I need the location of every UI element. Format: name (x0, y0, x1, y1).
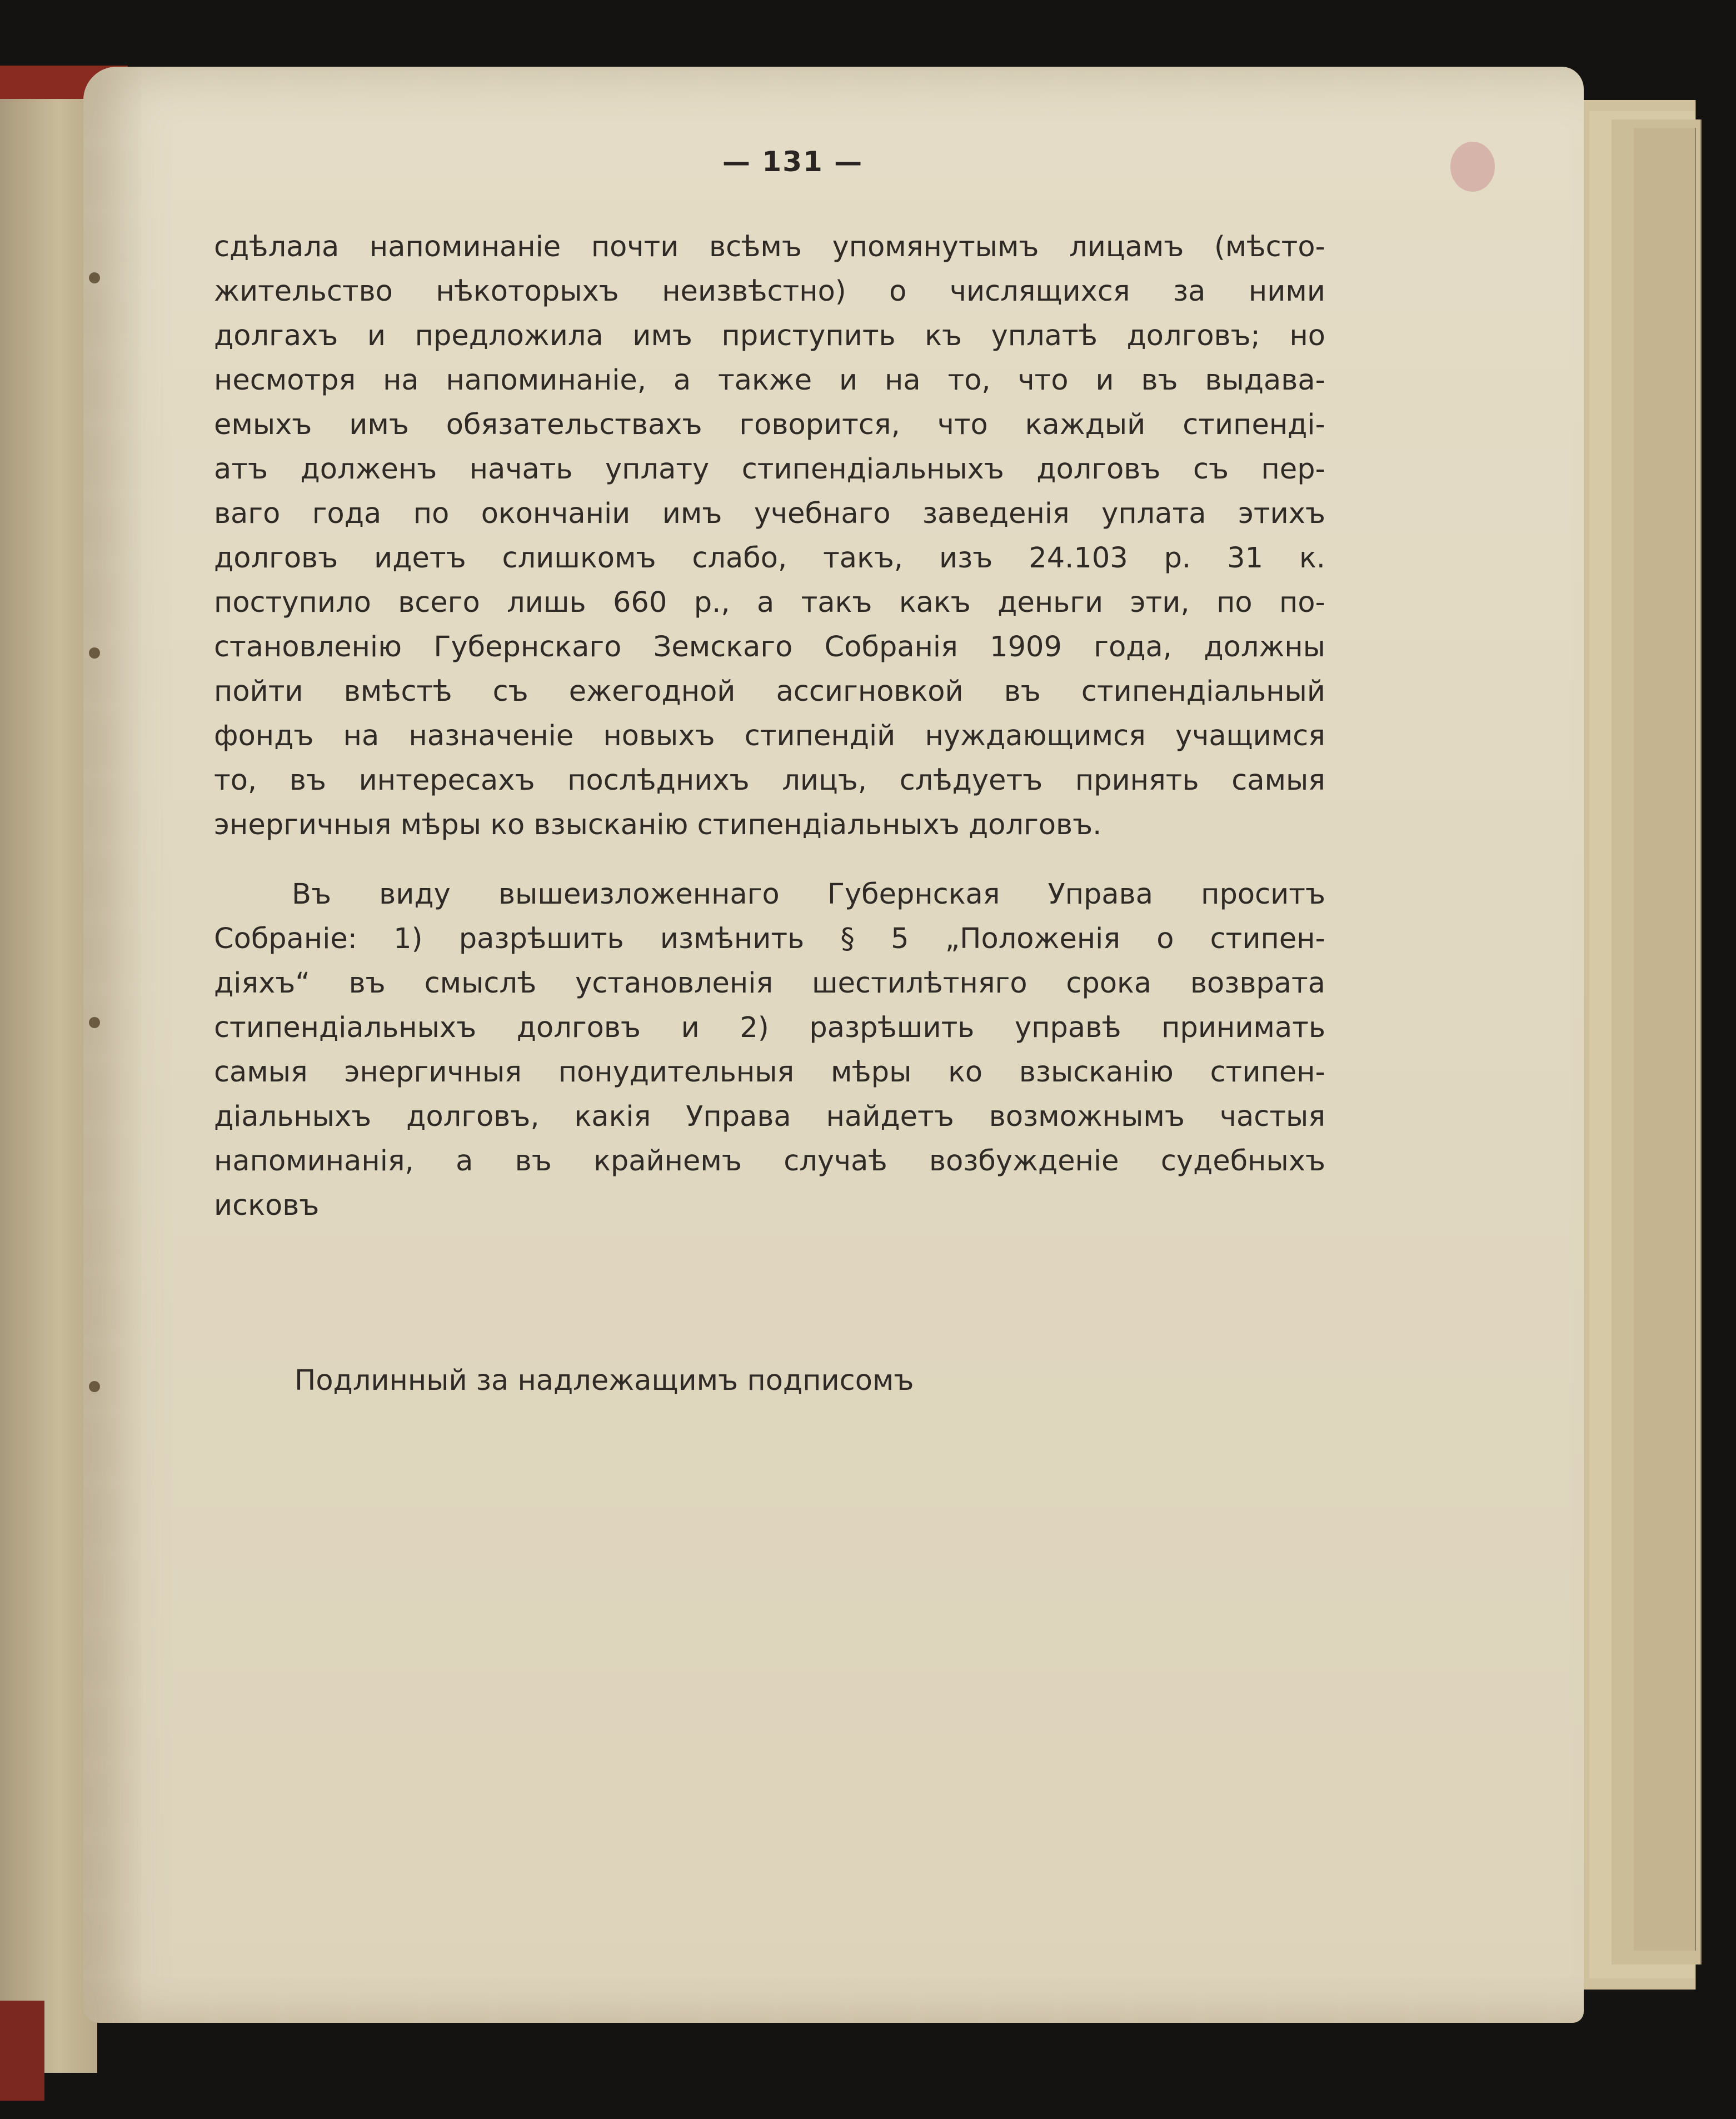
text-line: становленiю Губернскаго Земскаго Собранiя 1909 года, должны (214, 631, 1325, 664)
text-line: поступило всего лишь 660 р., а такъ какъ деньги эти, по по- (214, 586, 1325, 619)
text-line: Собранiе: 1) разрѣшить измѣнить § 5 „Положенiя о стипен- (214, 923, 1325, 955)
text-line: самыя энергичныя понудительныя мѣры ко взысканiю стипен- (214, 1056, 1325, 1089)
text-line: емыхъ имъ обязательствахъ говорится, что каждый стипендi- (214, 408, 1325, 441)
page-stack-edge (1634, 128, 1696, 1951)
binding-cover-bottom (0, 2001, 44, 2101)
text-line: дiяхъ“ въ смыслѣ установленiя шестилѣтняго срока возврата (214, 967, 1325, 1000)
binding-hole (89, 647, 100, 659)
signature-note: Подлинный за надлежащимъ подписомъ (295, 1364, 914, 1397)
text-line: пойти вмѣстѣ съ ежегодной ассигновкой въ стипендiальный (214, 675, 1325, 708)
binding-hole (89, 1381, 100, 1392)
binding-hole (89, 1017, 100, 1028)
text-line: атъ долженъ начать уплату стипендiальныхъ долговъ съ пер- (214, 453, 1325, 486)
text-line: то, въ интересахъ послѣднихъ лицъ, слѣдуетъ принять самыя (214, 764, 1325, 797)
paragraph-2 (214, 872, 1325, 1228)
page-number: — 131 — (722, 146, 864, 178)
text-line: несмотря на напоминанiе, а также и на то, что и въ выдава- (214, 364, 1325, 397)
facing-page-edge (0, 83, 97, 2073)
text-line: напоминанiя, а въ крайнемъ случаѣ возбужденiе судебныхъ (214, 1145, 1325, 1178)
text-line: жительство нѣкоторыхъ неизвѣстно) о числящихся за ними (214, 275, 1325, 308)
text-line: долгахъ и предложила имъ приступить къ уплатѣ долговъ; но (214, 320, 1325, 352)
paragraph-1 (214, 225, 1325, 847)
text-line: ваго года по окончанiи имъ учебнаго заведенiя уплата этихъ (214, 497, 1325, 530)
text-line: долговъ идетъ слишкомъ слабо, такъ, изъ 24.103 р. 31 к. (214, 542, 1325, 575)
text-line: Въ виду вышеизложеннаго Губернская Управа проситъ (292, 878, 1325, 911)
text-line: сдѣлала напоминанiе почти всѣмъ упомянутымъ лицамъ (мѣсто- (214, 231, 1325, 263)
ink-stain (1450, 142, 1495, 192)
text-line: стипендiальныхъ долговъ и 2) разрѣшить управѣ принимать (214, 1011, 1325, 1044)
text-line: фондъ на назначенiе новыхъ стипендiй нуждающимся учащимся (214, 720, 1325, 752)
text-line: исковъ (214, 1189, 320, 1222)
text-line: дiальныхъ долговъ, какiя Управа найдетъ возможнымъ частыя (214, 1100, 1325, 1133)
body-text (214, 225, 1325, 1228)
binding-hole (89, 272, 100, 283)
text-line: энергичныя мѣры ко взысканiю стипендiальныхъ долговъ. (214, 809, 1102, 841)
